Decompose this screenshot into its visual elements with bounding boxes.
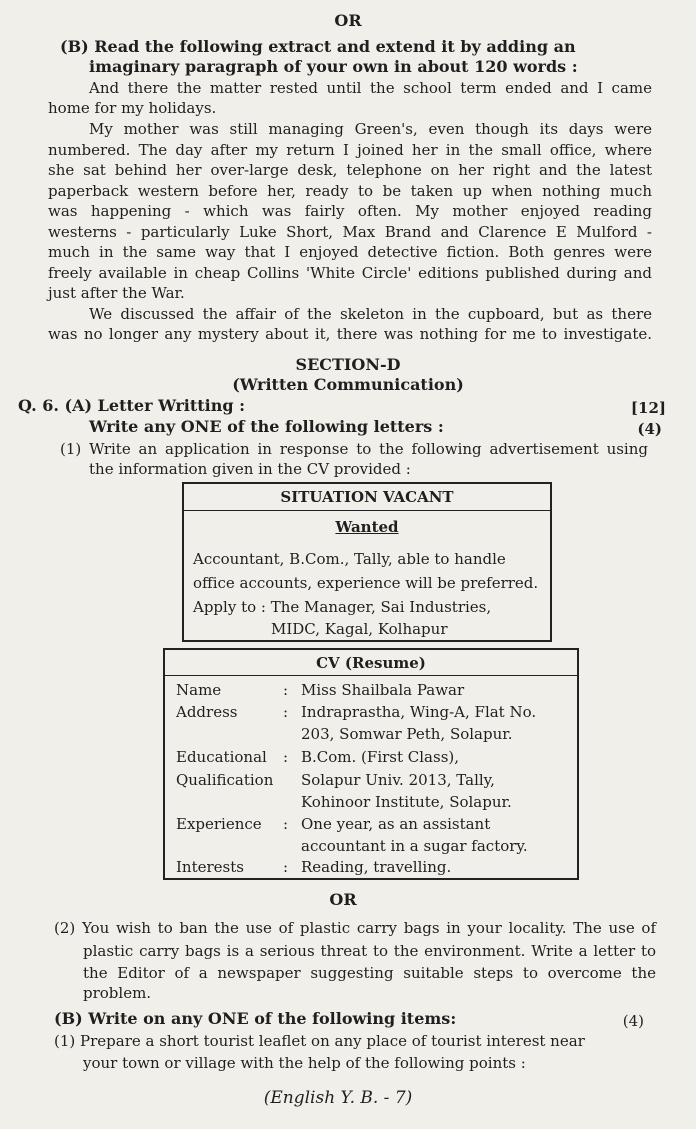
ad-line4: MIDC, Kagal, Kolhapur xyxy=(271,620,448,638)
ad-title: SITUATION VACANT xyxy=(280,488,454,506)
extract-p2-line: paperback western before her, ready to be taken up when nothing much xyxy=(48,182,652,200)
cv-experience-value1: One year, as an assistant xyxy=(301,815,491,833)
q6-instruction-marks: (4) xyxy=(637,420,662,438)
ad-wanted-text: Wanted xyxy=(335,518,399,536)
extract-p2-last-line: just after the War. xyxy=(48,284,185,302)
cv-education-value3: Kohinoor Institute, Solapur. xyxy=(301,793,512,811)
q2-line: plastic carry bags is a serious threat to the environment. Write a letter to xyxy=(83,942,656,960)
cv-interests-label: Interests xyxy=(176,858,244,876)
cv-name-value: Miss Shailbala Pawar xyxy=(301,681,465,699)
page-footer: (English Y. B. - 7) xyxy=(263,1088,413,1108)
job-advertisement-box xyxy=(182,482,552,642)
qb1-line1: (1) Prepare a short tourist leaflet on any place of tourist interest near xyxy=(54,1032,585,1050)
extract-p2-line: much in the same way that I enjoyed detective fiction. Both genres were xyxy=(48,243,652,261)
extract-p2-line: My mother was still managing Green's, even though its days were xyxy=(89,120,652,138)
section-b-heading-line1: (B) Read the following extract and extend it by adding an xyxy=(60,37,576,56)
cv-colon: : xyxy=(283,748,289,766)
q6-label: Q. 6. (A) Letter Writting : xyxy=(18,396,245,415)
extract-p3-line2: was no longer any mystery about it, there was nothing for me to investigate. xyxy=(48,325,652,343)
extract-p1-line2: home for my holidays. xyxy=(48,99,217,117)
section-d-title: SECTION-D xyxy=(295,355,401,374)
cv-title-divider xyxy=(165,675,577,676)
or-divider-top: OR xyxy=(334,11,362,30)
cv-colon: : xyxy=(283,681,289,699)
q6-b-marks: (4) xyxy=(622,1012,644,1030)
extract-p2-line: freely available in cheap Collins 'White Circle' editions published during and xyxy=(48,264,652,282)
cv-colon: : xyxy=(283,858,289,876)
section-d-subtitle: (Written Communication) xyxy=(232,375,464,394)
cv-education-value1: B.Com. (First Class), xyxy=(301,748,460,766)
q6-marks: [12] xyxy=(630,399,666,417)
ad-line2: office accounts, experience will be preferred. xyxy=(193,574,539,592)
or-divider-middle: OR xyxy=(329,890,357,909)
cv-address-value1: Indraprastha, Wing-A, Flat No. xyxy=(301,703,537,721)
extract-p2-line: westerns - particularly Luke Short, Max Brand and Clarence E Mulford - xyxy=(48,223,652,241)
q2-line: the Editor of a newspaper suggesting suitable steps to overcome the xyxy=(83,964,656,982)
extract-p1-line1: And there the matter rested until the school term ended and I came xyxy=(89,79,652,97)
cv-education-label1: Educational xyxy=(176,748,267,766)
cv-box xyxy=(163,648,579,880)
cv-experience-value2: accountant in a sugar factory. xyxy=(301,837,528,855)
q6-instruction: Write any ONE of the following letters : xyxy=(89,417,444,436)
ad-wanted-heading xyxy=(184,517,550,537)
extract-p2-line: was happening - which was fairly often. My mother enjoyed reading xyxy=(48,202,652,220)
cv-address-label: Address xyxy=(176,703,238,721)
q1-line2: the information given in the CV provided : xyxy=(89,460,411,478)
cv-colon: : xyxy=(283,703,289,721)
q2-line: (2) You wish to ban the use of plastic carry bags in your locality. The use of xyxy=(54,919,656,937)
cv-interests-value: Reading, travelling. xyxy=(301,858,452,876)
ad-line3: Apply to : The Manager, Sai Industries, xyxy=(193,598,492,616)
cv-name-label: Name xyxy=(176,681,222,699)
section-b-heading-line2: imaginary paragraph of your own in about 120 words : xyxy=(89,57,578,76)
cv-education-value2: Solapur Univ. 2013, Tally, xyxy=(301,771,495,789)
cv-colon: : xyxy=(283,815,289,833)
qb1-line2: your town or village with the help of the following points : xyxy=(83,1054,526,1072)
ad-line1: Accountant, B.Com., Tally, able to handle xyxy=(193,550,506,568)
cv-title: CV (Resume) xyxy=(316,654,426,672)
q6-b-label: (B) Write on any ONE of the following items: xyxy=(54,1009,457,1028)
ad-title-divider xyxy=(184,510,550,511)
extract-p2-line: numbered. The day after my return I joined her in the small office, where xyxy=(48,141,652,159)
q1-line1: (1) Write an application in response to the following advertisement using xyxy=(60,440,648,458)
extract-p3-line1: We discussed the affair of the skeleton in the cupboard, but as there xyxy=(89,305,652,323)
cv-address-value2: 203, Somwar Peth, Solapur. xyxy=(301,725,513,743)
extract-p2-line: she sat behind her over-large desk, telephone on her right and the latest xyxy=(48,161,652,179)
cv-education-label2: Qualification xyxy=(176,771,274,789)
q2-last-line: problem. xyxy=(83,984,152,1002)
cv-experience-label: Experience xyxy=(176,815,262,833)
